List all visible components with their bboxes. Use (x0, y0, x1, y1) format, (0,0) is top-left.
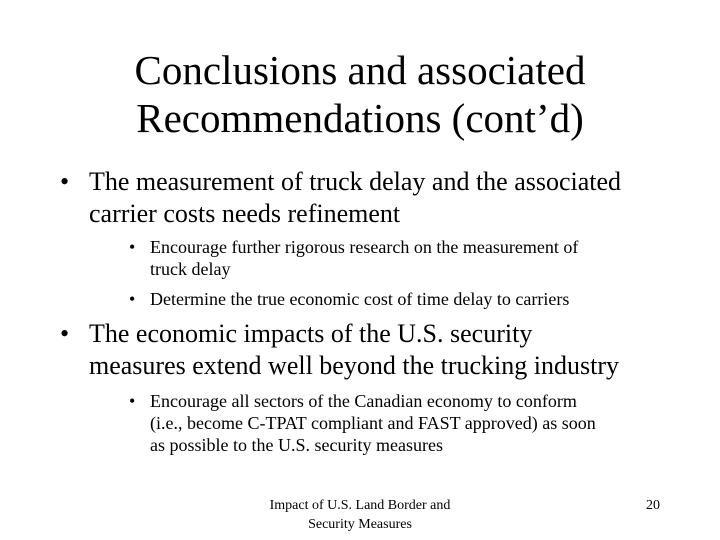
slide-title-line: Conclusions and associated (134, 47, 586, 93)
sub-bullet-text-line: Encourage further rigorous research on the measurement of (150, 237, 579, 257)
bullet-text-line: measures extend well beyond the trucking industry (89, 351, 619, 380)
sub-bullet-text-line: (i.e., become C-TPAT compliant and FAST approved) as soon (150, 413, 596, 433)
bullet-text-line: The measurement of truck delay and the associated (89, 167, 622, 196)
bullet-text (89, 166, 689, 230)
slide-title-line: Recommendations (cont’d) (136, 95, 584, 141)
footer-text-line: Security Measures (308, 517, 412, 532)
footer-text-line: Impact of U.S. Land Border and (269, 498, 451, 513)
slide-footer (240, 496, 480, 534)
sub-bullet-text (150, 288, 690, 310)
bullet-text-line: The economic impacts of the U.S. security (89, 319, 533, 348)
bullet-dot-icon: • (60, 167, 70, 196)
sub-bullet-dot-icon: • (129, 391, 136, 411)
sub-bullet-text-line: truck delay (150, 259, 231, 279)
bullet-text-line: carrier costs needs refinement (89, 199, 401, 228)
sub-bullet-text-line: as possible to the U.S. security measures (150, 435, 443, 455)
sub-bullet-text (150, 236, 690, 280)
slide-title (60, 46, 660, 142)
page-number: 20 (646, 498, 660, 513)
sub-bullet-dot-icon: • (129, 237, 136, 257)
bullet-dot-icon: • (60, 319, 70, 348)
sub-bullet-text-line: Encourage all sectors of the Canadian economy to conform (150, 391, 577, 411)
sub-bullet-text-line: Determine the true economic cost of time delay to carriers (150, 289, 570, 309)
sub-bullet-text (150, 390, 690, 456)
bullet-text (89, 318, 689, 382)
sub-bullet-dot-icon: • (129, 289, 136, 309)
